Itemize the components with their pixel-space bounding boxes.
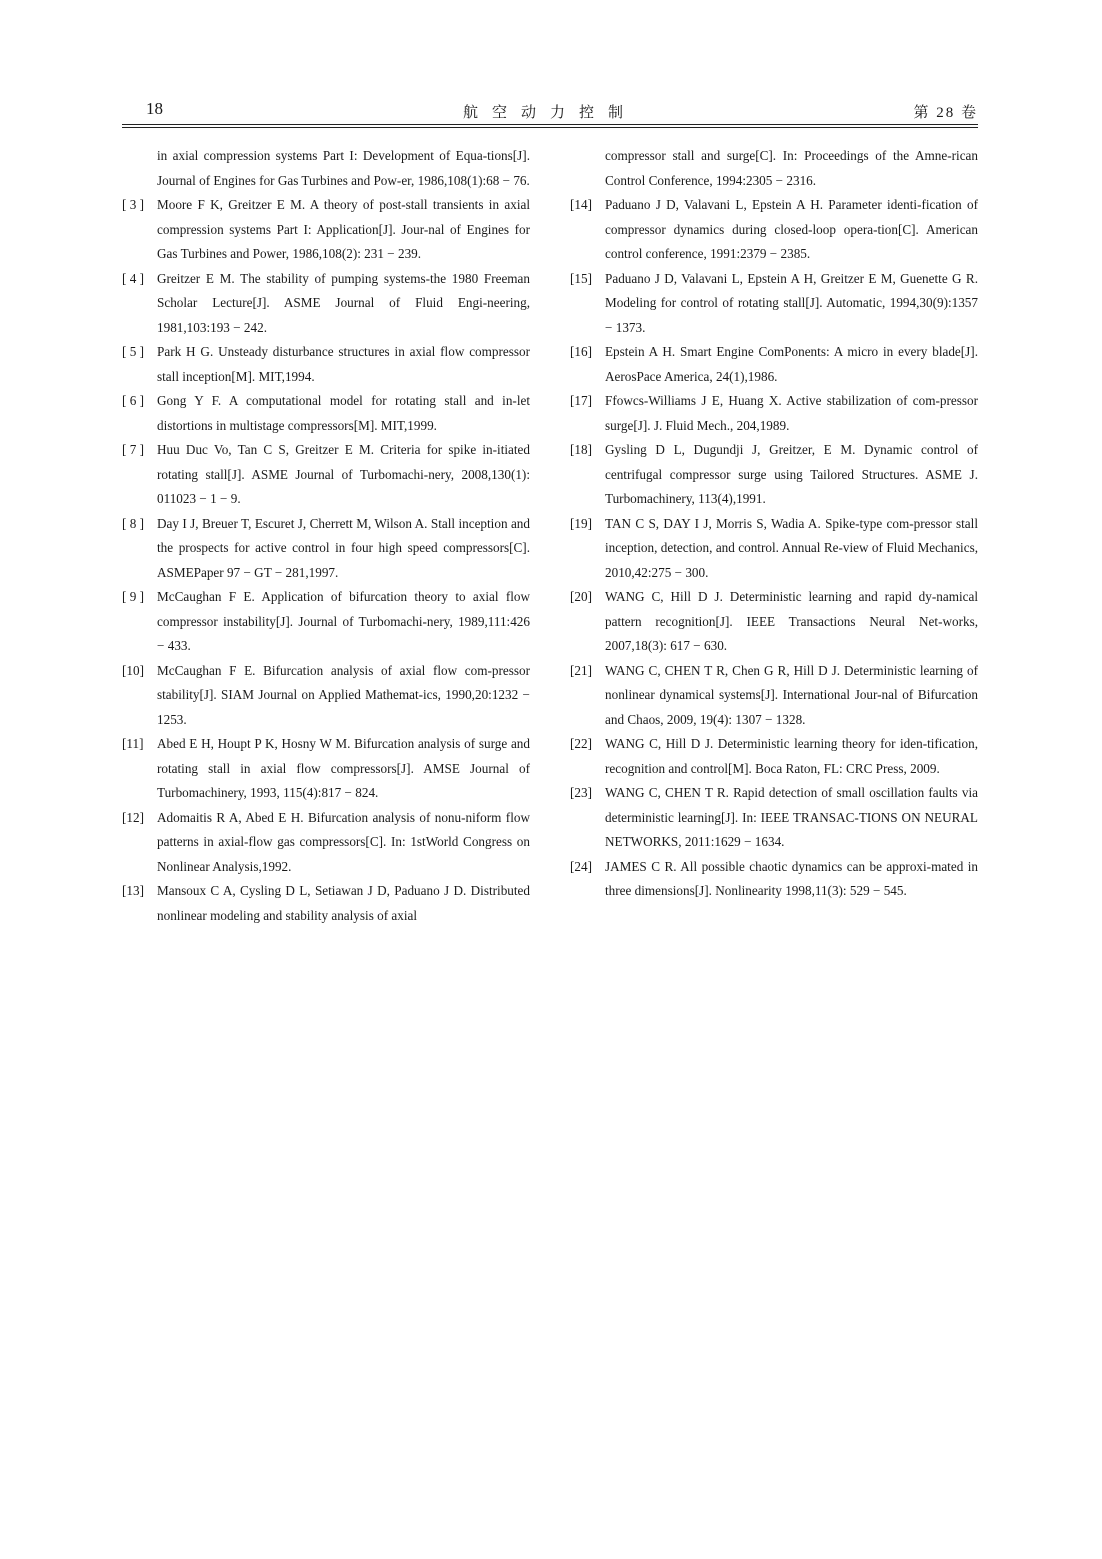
reference-entry: [122, 879, 530, 928]
reference-number: [15]: [570, 270, 592, 286]
reference-number: [ 3 ]: [122, 197, 144, 212]
reference-text: compressor stall and surge[C]. In: Proceedings of the Amne-rican Control Conference, 1994:2305 − 2316.: [605, 148, 978, 188]
reference-number: [14]: [570, 197, 592, 212]
references-right-column: [570, 144, 978, 904]
reference-entry: [122, 267, 530, 341]
reference-entry: [122, 806, 530, 880]
reference-text: WANG C, Hill D J. Deterministic learning and rapid dy-namical pattern recognition[J]. IEEE Transactions Neural Net-works, 2007,18(3): 617 − 630.: [605, 589, 978, 653]
reference-entry: [570, 340, 978, 389]
reference-entry: [122, 438, 530, 512]
reference-entry: [570, 512, 978, 586]
reference-text: WANG C, CHEN T R. Rapid detection of small oscillation faults via deterministic learning[J]. In: IEEE TRANSAC-TIONS ON NEURAL NETWORKS, 2011:1629 − 1634.: [605, 785, 978, 849]
reference-text: WANG C, CHEN T R, Chen G R, Hill D J. Deterministic learning of nonlinear dynamical systems[J]. International Jour-nal of Bifurcation and Chaos, 2009, 19(4): 1307 − 1328.: [605, 662, 978, 727]
reference-entry: [570, 144, 978, 193]
reference-text: Abed E H, Houpt P K, Hosny W M. Bifurcation analysis of surge and rotating stall in axial flow compressors[J]. AMSE Journal of Turbomachinery, 1993, 115(4):817 − 824.: [157, 736, 530, 800]
reference-number: [24]: [570, 858, 592, 874]
reference-entry: [122, 340, 530, 389]
reference-text: Greitzer E M. The stability of pumping systems-the 1980 Freeman Scholar Lecture[J]. ASME Journal of Fluid Engi-neering, 1981,103:193 − 242.: [157, 270, 530, 335]
reference-entry: [570, 732, 978, 781]
reference-number: [18]: [570, 442, 592, 457]
reference-entry: [570, 781, 978, 855]
reference-number: [17]: [570, 393, 592, 408]
reference-entry: [570, 659, 978, 733]
references-left-column: [122, 144, 530, 928]
journal-title: 航空动力控制: [462, 105, 637, 121]
reference-number: [ 7 ]: [122, 442, 144, 457]
reference-text: Day I J, Breuer T, Escuret J, Cherrett M, Wilson A. Stall inception and the prospects for active control in four high speed compressors[C]. ASMEPaper 97 − GT − 281,1997.: [157, 515, 530, 580]
reference-number: [23]: [570, 785, 592, 800]
reference-number: [20]: [570, 589, 592, 604]
reference-entry: [570, 585, 978, 659]
reference-number: [16]: [570, 344, 592, 359]
reference-entry: [122, 512, 530, 586]
reference-text: Epstein A H. Smart Engine ComPonents: A micro in every blade[J]. AerosPace America, 24(1),1986.: [605, 344, 978, 384]
reference-text: Paduano J D, Valavani L, Epstein A H. Parameter identi-fication of compressor dynamics during closed-loop opera-tion[C]. American control conference, 1991:2379 − 2385.: [605, 197, 978, 261]
reference-text: McCaughan F E. Application of bifurcation theory to axial flow compressor instability[J]. Journal of Turbomachi-nery, 1989,111:426 − 433.: [157, 589, 530, 653]
reference-number: [12]: [122, 809, 144, 825]
reference-entry: [570, 267, 978, 341]
reference-text: WANG C, Hill D J. Deterministic learning theory for iden-tification, recognition and control[M]. Boca Raton, FL: CRC Press, 2009.: [605, 736, 978, 776]
reference-number: [ 5 ]: [122, 344, 144, 359]
volume-label: 第 28 卷: [913, 105, 978, 121]
reference-number: [ 4 ]: [122, 270, 144, 286]
reference-text: Moore F K, Greitzer E M. A theory of post-stall transients in axial compression systems Part I: Application[J]. Jour-nal of Engines for Gas Turbines and Power, 1986,108(2): 231 − 239.: [157, 197, 530, 261]
reference-entry: [122, 193, 530, 267]
reference-entry: [122, 389, 530, 438]
reference-entry: [122, 585, 530, 659]
reference-text: Mansoux C A, Cysling D L, Setiawan J D, Paduano J D. Distributed nonlinear modeling and stability analysis of axial: [157, 883, 530, 923]
reference-text: Gysling D L, Dugundji J, Greitzer, E M. Dynamic control of centrifugal compressor surge using Tailored Structures. ASME J. Turbomachinery, 113(4),1991.: [605, 442, 978, 506]
page-number: 18: [146, 99, 163, 118]
reference-entry: [570, 438, 978, 512]
reference-number: [13]: [122, 883, 144, 898]
reference-text: Adomaitis R A, Abed E H. Bifurcation analysis of nonu-niform flow patterns in axial-flow gas compressors[C]. In: 1stWorld Congress on Nonlinear Analysis,1992.: [157, 809, 530, 874]
reference-text: Gong Y F. A computational model for rotating stall and in-let distortions in multistage compressors[M]. MIT,1999.: [157, 393, 530, 433]
reference-number: [11]: [122, 736, 144, 751]
reference-number: [ 8 ]: [122, 515, 144, 531]
reference-number: [21]: [570, 662, 592, 678]
reference-number: [ 6 ]: [122, 393, 144, 408]
reference-entry: [570, 389, 978, 438]
reference-entry: [570, 193, 978, 267]
reference-text: JAMES C R. All possible chaotic dynamics can be approxi-mated in three dimensions[J]. Nonlinearity 1998,11(3): 529 − 545.: [605, 858, 978, 898]
reference-text: Paduano J D, Valavani L, Epstein A H, Greitzer E M, Guenette G R. Modeling for control of rotating stall[J]. Automatic, 1994,30(9):1357 − 1373.: [605, 270, 978, 335]
reference-entry: [122, 732, 530, 806]
reference-text: Huu Duc Vo, Tan C S, Greitzer E M. Criteria for spike in-itiated rotating stall[J]. ASME Journal of Turbomachi-nery, 2008,130(1): 011023 − 1 − 9.: [157, 442, 530, 506]
reference-number: [19]: [570, 515, 592, 531]
reference-text: Ffowcs-Williams J E, Huang X. Active stabilization of com-pressor surge[J]. J. Fluid Mech., 204,1989.: [605, 393, 978, 433]
reference-entry: [122, 659, 530, 733]
running-header: [122, 96, 978, 125]
reference-text: in axial compression systems Part I: Development of Equa-tions[J]. Journal of Engines for Gas Turbines and Pow-er, 1986,108(1):68 − 76.: [157, 148, 530, 188]
reference-text: Park H G. Unsteady disturbance structures in axial flow compressor stall inception[M]. MIT,1994.: [157, 344, 530, 384]
reference-number: [10]: [122, 662, 144, 678]
reference-number: [ 9 ]: [122, 589, 144, 604]
reference-text: McCaughan F E. Bifurcation analysis of axial flow com-pressor stability[J]. SIAM Journal on Applied Mathemat-ics, 1990,20:1232 − 1253.: [157, 662, 530, 727]
reference-text: TAN C S, DAY I J, Morris S, Wadia A. Spike-type com-pressor stall inception, detection, and control. Annual Re-view of Fluid Mechanics, 2010,42:275 − 300.: [605, 515, 978, 580]
reference-entry: [122, 144, 530, 193]
reference-entry: [570, 855, 978, 904]
reference-number: [22]: [570, 736, 592, 751]
